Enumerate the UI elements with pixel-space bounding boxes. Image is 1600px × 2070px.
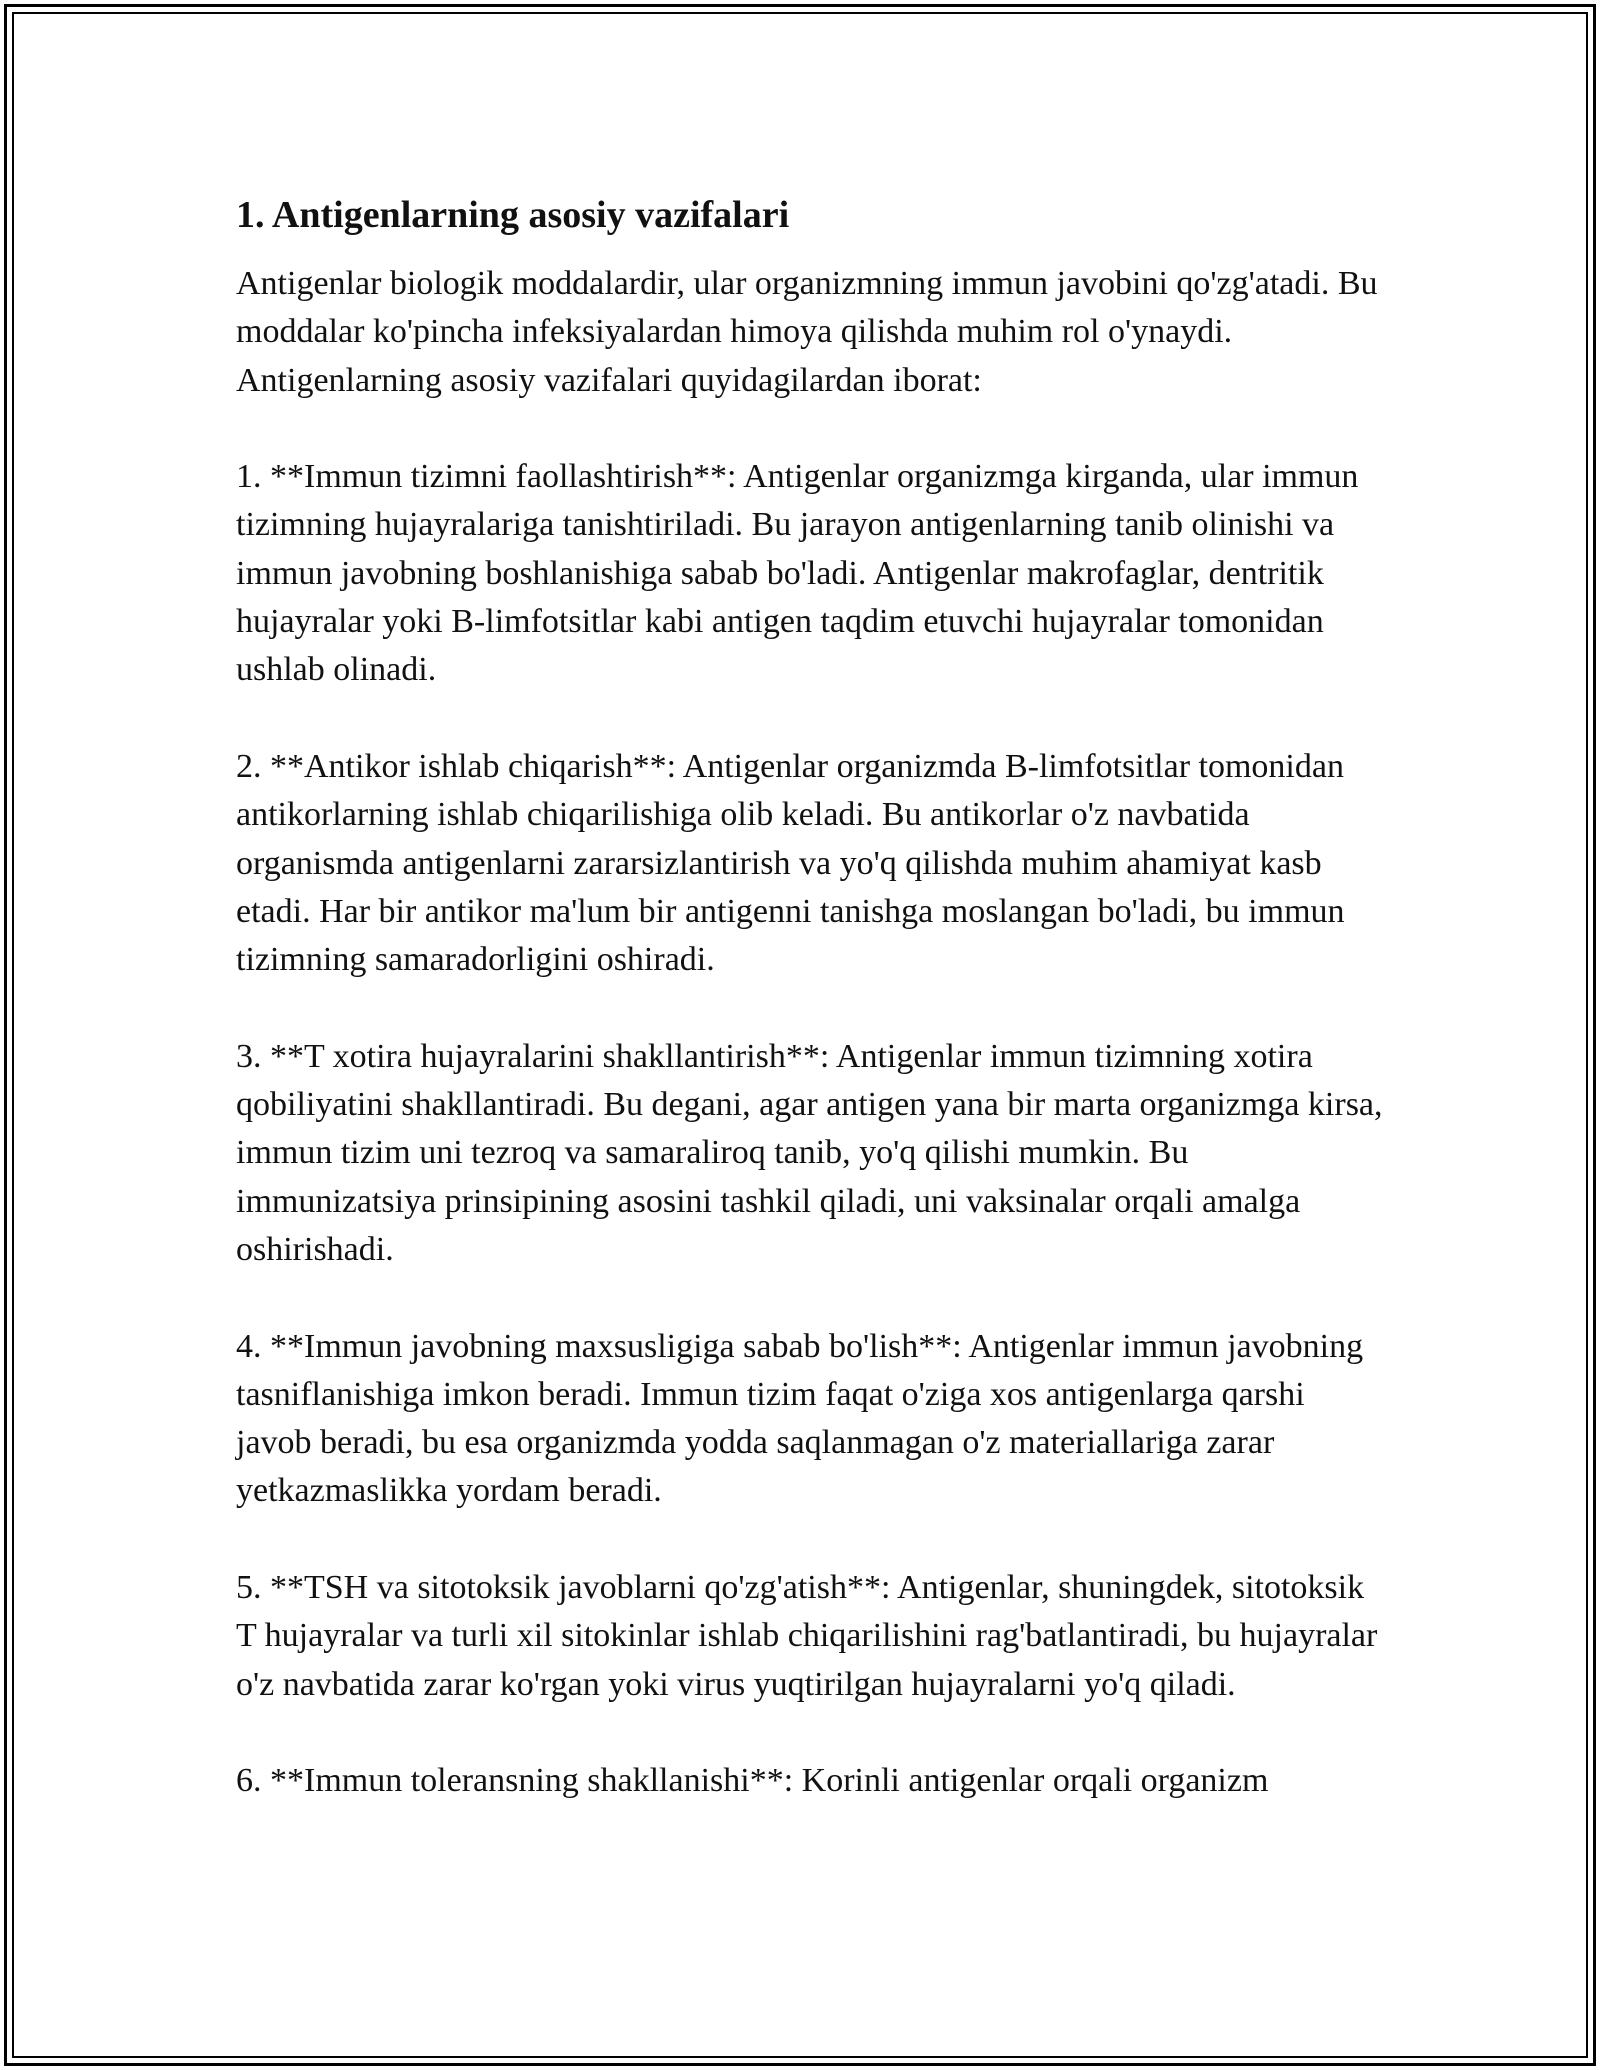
list-item-5: 5. **TSH va sitotoksik javoblarni qo'zg'atish**: Antigenlar, shuningdek, sitotoksik T hujayralar va turli xil sitokinlar ishlab chiqarilishini rag'batlantiradi, bu hujayralar o'z navbatida zarar ko'rgan yoki virus yuqtirilgan hujayralarni yo'q qiladi. xyxy=(236,1569,1378,1703)
document-heading: 1. Antigenlarning asosiy vazifalari xyxy=(236,194,790,236)
list-item-4: 4. **Immun javobning maxsusligiga sabab bo'lish**: Antigenlar immun javobning tasniflanishiga imkon beradi. Immun tizim faqat o'ziga xos antigenlarga qarshi javob beradi, bu esa organizmda yodda saqlanmagan o'z materiallariga zarar yetkazmaslikka yordam beradi. xyxy=(236,1327,1364,1510)
list-item-2: 2. **Antikor ishlab chiqarish**: Antigenlar organizmda B-limfotsitlar tomonidan antikorlarning ishlab chiqarilishiga olib keladi. Bu antikorlar o'z navbatida organismda antigenlarni zararsizlantirish va yo'q qilishda muhim ahamiyat kasb etadi. Har bir antikor ma'lum bir antigenni tanishga moslangan bo'ladi, bu immun tizimning samaradorligini oshiradi. xyxy=(236,747,1345,979)
list-item-3: 3. **T xotira hujayralarini shakllantirish**: Antigenlar immun tizimning xotira qobiliyatini shakllantiradi. Bu degani, agar antigen yana bir marta organizmga kirsa, immun tizim uni tezroq va samaraliroq tanib, yo'q qilishi mumkin. Bu immunizatsiya prinsipining asosini tashkil qiladi, uni vaksinalar orqali amalga oshirishadi. xyxy=(236,1037,1383,1268)
document-page xyxy=(236,184,1386,1854)
list-item-1: 1. **Immun tizimni faollashtirish**: Antigenlar organizmga kirganda, ular immun tizimning hujayralariga tanishtiriladi. Bu jarayon antigenlarning tanib olinishi va immun javobning boshlanishiga sabab bo'ladi. Antigenlar makrofaglar, dentritik hujayralar yoki B-limfotsitlar kabi antigen taqdim etuvchi hujayralar tomonidan ushlab olinadi. xyxy=(236,458,1359,689)
list-item-6: 6. **Immun toleransning shakllanishi**: Korinli antigenlar orqali organizm xyxy=(236,1762,1269,1800)
intro-paragraph: Antigenlar biologik moddalardir, ular organizmning immun javobini qo'zg'atadi. Bu moddalar ko'pincha infeksiyalardan himoya qilishda muhim rol o'ynaydi. Antigenlarning asosiy vazifalari quyidagilardan iborat: xyxy=(236,265,1378,399)
